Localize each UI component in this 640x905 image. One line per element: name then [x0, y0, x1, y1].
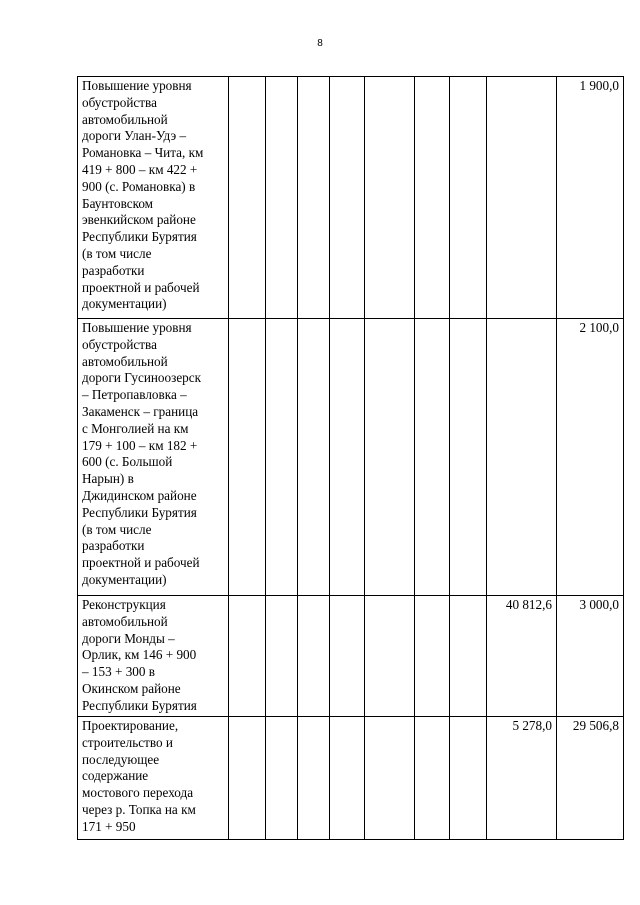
empty-cell: [229, 717, 266, 840]
value-b-cell: 1 900,0: [557, 77, 624, 319]
empty-cell: [450, 717, 487, 840]
value-b-cell: 29 506,8: [557, 717, 624, 840]
empty-cell: [365, 319, 415, 596]
empty-cell: [266, 319, 298, 596]
empty-cell: [266, 596, 298, 717]
table-row: [78, 319, 624, 596]
road-object-description: Реконструкция автомобильной дороги Монды – Орлик, км 146 + 900 – 153 + 300 в Окинском районе Республики Бурятия: [78, 596, 229, 717]
value-a-cell: 5 278,0: [487, 717, 557, 840]
empty-cell: [330, 319, 365, 596]
empty-cell: [330, 77, 365, 319]
table-row: [78, 596, 624, 717]
empty-cell: [415, 77, 450, 319]
budget-table: [77, 76, 624, 840]
empty-cell: [450, 77, 487, 319]
table-row: [78, 77, 624, 319]
empty-cell: [415, 717, 450, 840]
road-object-description: Проектирование, строительство и последующее содержание мостового перехода через р. Топка на км 171 + 950: [78, 717, 229, 840]
empty-cell: [415, 319, 450, 596]
empty-cell: [298, 596, 330, 717]
road-object-description: Повышение уровня обустройства автомобильной дороги Улан-Удэ – Романовка – Чита, км 419 + 800 – км 422 + 900 (с. Романовка) в Баунтовском эвенкийском районе Республики Бурятия (в том числе разработки проектной и рабочей документации): [78, 77, 229, 319]
empty-cell: [229, 319, 266, 596]
empty-cell: [330, 596, 365, 717]
empty-cell: [266, 77, 298, 319]
empty-cell: [298, 77, 330, 319]
value-b-cell: 2 100,0: [557, 319, 624, 596]
value-a-cell: [487, 319, 557, 596]
empty-cell: [365, 596, 415, 717]
empty-cell: [229, 596, 266, 717]
empty-cell: [365, 717, 415, 840]
empty-cell: [450, 596, 487, 717]
empty-cell: [450, 319, 487, 596]
table-row: [78, 717, 624, 840]
empty-cell: [229, 77, 266, 319]
page-number: 8: [317, 38, 323, 49]
empty-cell: [298, 319, 330, 596]
empty-cell: [415, 596, 450, 717]
empty-cell: [330, 717, 365, 840]
value-a-cell: 40 812,6: [487, 596, 557, 717]
empty-cell: [298, 717, 330, 840]
road-object-description: Повышение уровня обустройства автомобильной дороги Гусиноозерск – Петропавловка – Закаменск – граница с Монголией на км 179 + 100 – км 182 + 600 (с. Большой Нарын) в Джидинском районе Республики Бурятия (в том числе разработки проектной и рабочей документации): [78, 319, 229, 596]
empty-cell: [365, 77, 415, 319]
empty-cell: [266, 717, 298, 840]
value-a-cell: [487, 77, 557, 319]
value-b-cell: 3 000,0: [557, 596, 624, 717]
